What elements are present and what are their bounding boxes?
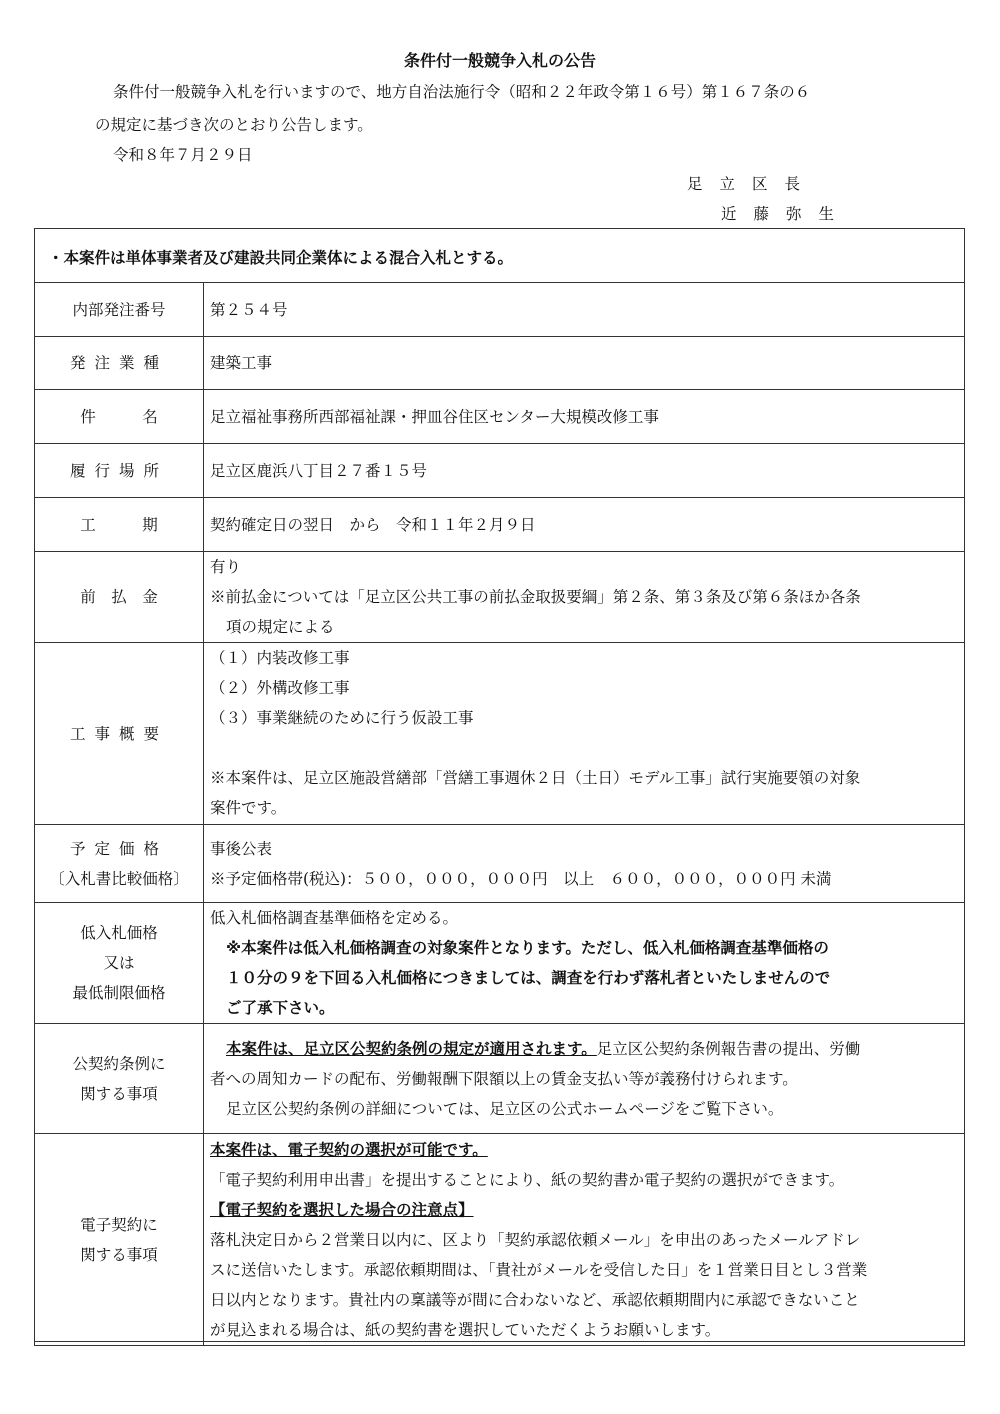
e-contract-line: 【電子契約を選択した場合の注意点】 xyxy=(210,1200,474,1219)
price-line: 事後公表 xyxy=(210,839,273,858)
intro-line-2: の規定に基づき次のとおり公告します。 xyxy=(95,116,373,134)
price-label-line: 予定価格 xyxy=(69,839,168,858)
notice-table xyxy=(34,282,965,1346)
location-label: 履行場所 xyxy=(35,444,204,498)
table-row xyxy=(35,498,965,552)
e-contract-line: 日以内となります。貴社内の稟議等が間に合わないなど、承認依頼期間内に承認できないこと xyxy=(210,1290,860,1309)
location-value: 足立区鹿浜八丁目２７番１５号 xyxy=(204,444,965,498)
page-title: 条件付一般競争入札の公告 xyxy=(403,51,596,70)
outline-item: （３）事業継続のために行う仮設工事 xyxy=(210,709,474,727)
intro-line-1: 条件付一般競争入札を行いますので、地方自治法施行令（昭和２２年政令第１６号）第１６７条の６ xyxy=(113,83,811,101)
public-contract-line xyxy=(210,1034,958,1064)
table-row xyxy=(35,337,965,390)
low-bid-value xyxy=(204,903,965,1024)
table-row xyxy=(35,825,965,903)
e-contract-line: 「電子契約利用申出書」を提出することにより、紙の契約書か電子契約の選択ができます。 xyxy=(210,1170,845,1189)
issuer-name: 近藤弥生 xyxy=(721,205,852,223)
e-contract-line: 本案件は、電子契約の選択が可能です。 xyxy=(210,1140,488,1159)
order-number-label: 内部発注番号 xyxy=(35,283,204,337)
table-row xyxy=(35,390,965,444)
low-bid-label-line: 最低制限価格 xyxy=(72,984,166,1002)
advance-line: ※前払金については「足立区公共工事の前払金取扱要綱」第２条、第３条及び第６条ほか各条 xyxy=(210,588,861,606)
public-contract-applies: 本案件は、足立区公契約条例の規定が適用されます。 xyxy=(226,1039,597,1058)
price-line: ※予定価格帯(税込)：５００，０００，０００円 以上 ６００，０００，０００円 未満 xyxy=(210,869,832,888)
public-contract-label-line: 公契約条例に xyxy=(72,1054,166,1073)
table-row xyxy=(35,643,965,825)
outline-note: 案件です。 xyxy=(210,799,287,817)
public-contract-value xyxy=(204,1024,965,1134)
low-bid-label-line: 低入札価格 xyxy=(80,924,158,942)
table-row xyxy=(35,1024,965,1134)
e-contract-line: 落札決定日から２営業日以内に、区より「契約承認依頼メール」を申出のあったメールアドレ xyxy=(210,1230,861,1249)
table-row xyxy=(35,444,965,498)
price-label-line: 〔入札書比較価格〕 xyxy=(49,869,189,888)
public-contract-label xyxy=(35,1024,204,1134)
low-bid-line: ご了承下さい。 xyxy=(226,999,335,1017)
e-contract-label-line: 電子契約に xyxy=(80,1215,158,1234)
project-name-label: 件 名 xyxy=(35,390,204,444)
notice-date: 令和８年７月２９日 xyxy=(113,146,253,164)
period-value: 契約確定日の翌日 から 令和１１年２月９日 xyxy=(204,498,965,552)
table-row xyxy=(35,552,965,643)
outline-label: 工事概要 xyxy=(35,643,204,825)
category-value: 建築工事 xyxy=(204,337,965,390)
low-bid-label-line: 又は xyxy=(103,954,135,972)
outline-value xyxy=(204,643,965,825)
price-value xyxy=(204,825,965,903)
public-contract-label-line: 関する事項 xyxy=(80,1084,158,1103)
e-contract-line: スに送信いたします。承認依頼期間は、「貴社がメールを受信した日」を１営業日目とし３営業 xyxy=(210,1260,868,1279)
e-contract-label-line: 関する事項 xyxy=(80,1245,158,1264)
price-label xyxy=(35,825,204,903)
table-row xyxy=(35,283,965,337)
mixed-bid-banner: ・本案件は単体事業者及び建設共同企業体による混合入札とする。 xyxy=(48,249,514,267)
outline-note: ※本案件は、足立区施設営繕部「営繕工事週休２日（土日）モデル工事」試行実施要領の対象 xyxy=(210,769,861,787)
low-bid-line: 低入札価格調査基準価格を定める。 xyxy=(210,909,459,927)
issuer-title: 足立区長 xyxy=(687,175,818,193)
advance-label: 前 払 金 xyxy=(35,552,204,643)
table-row xyxy=(35,1134,965,1346)
e-contract-value xyxy=(204,1134,965,1346)
advance-value xyxy=(204,552,965,643)
spacer xyxy=(210,733,958,763)
e-contract-label xyxy=(35,1134,204,1346)
outline-item: （２）外構改修工事 xyxy=(210,679,350,697)
category-label: 発注業種 xyxy=(35,337,204,390)
public-contract-rest: 足立区公契約条例報告書の提出、労働 xyxy=(596,1039,861,1058)
low-bid-label xyxy=(35,903,204,1024)
advance-line: 有り xyxy=(210,558,242,576)
table-row xyxy=(35,903,965,1024)
outline-item: （１）内装改修工事 xyxy=(210,649,350,667)
public-contract-line: 者への周知カードの配布、労働報酬下限額以上の賃金支払い等が義務付けられます。 xyxy=(210,1069,798,1088)
low-bid-line: ※本案件は低入札価格調査の対象案件となります。ただし、低入札価格調査基準価格の xyxy=(226,939,829,957)
period-label: 工 期 xyxy=(35,498,204,552)
project-name-value: 足立福祉事務所西部福祉課・押皿谷住区センター大規模改修工事 xyxy=(204,390,965,444)
public-contract-line: 足立区公契約条例の詳細については、足立区の公式ホームページをご覧下さい。 xyxy=(226,1099,784,1118)
e-contract-line: が見込まれる場合は、紙の契約書を選択していただくようお願いします。 xyxy=(210,1320,721,1339)
advance-line: 項の規定による xyxy=(226,618,335,636)
order-number-value: 第２５４号 xyxy=(204,283,965,337)
low-bid-line: １０分の９を下回る入札価格につきましては、調査を行わず落札者といたしませんので xyxy=(226,969,831,987)
